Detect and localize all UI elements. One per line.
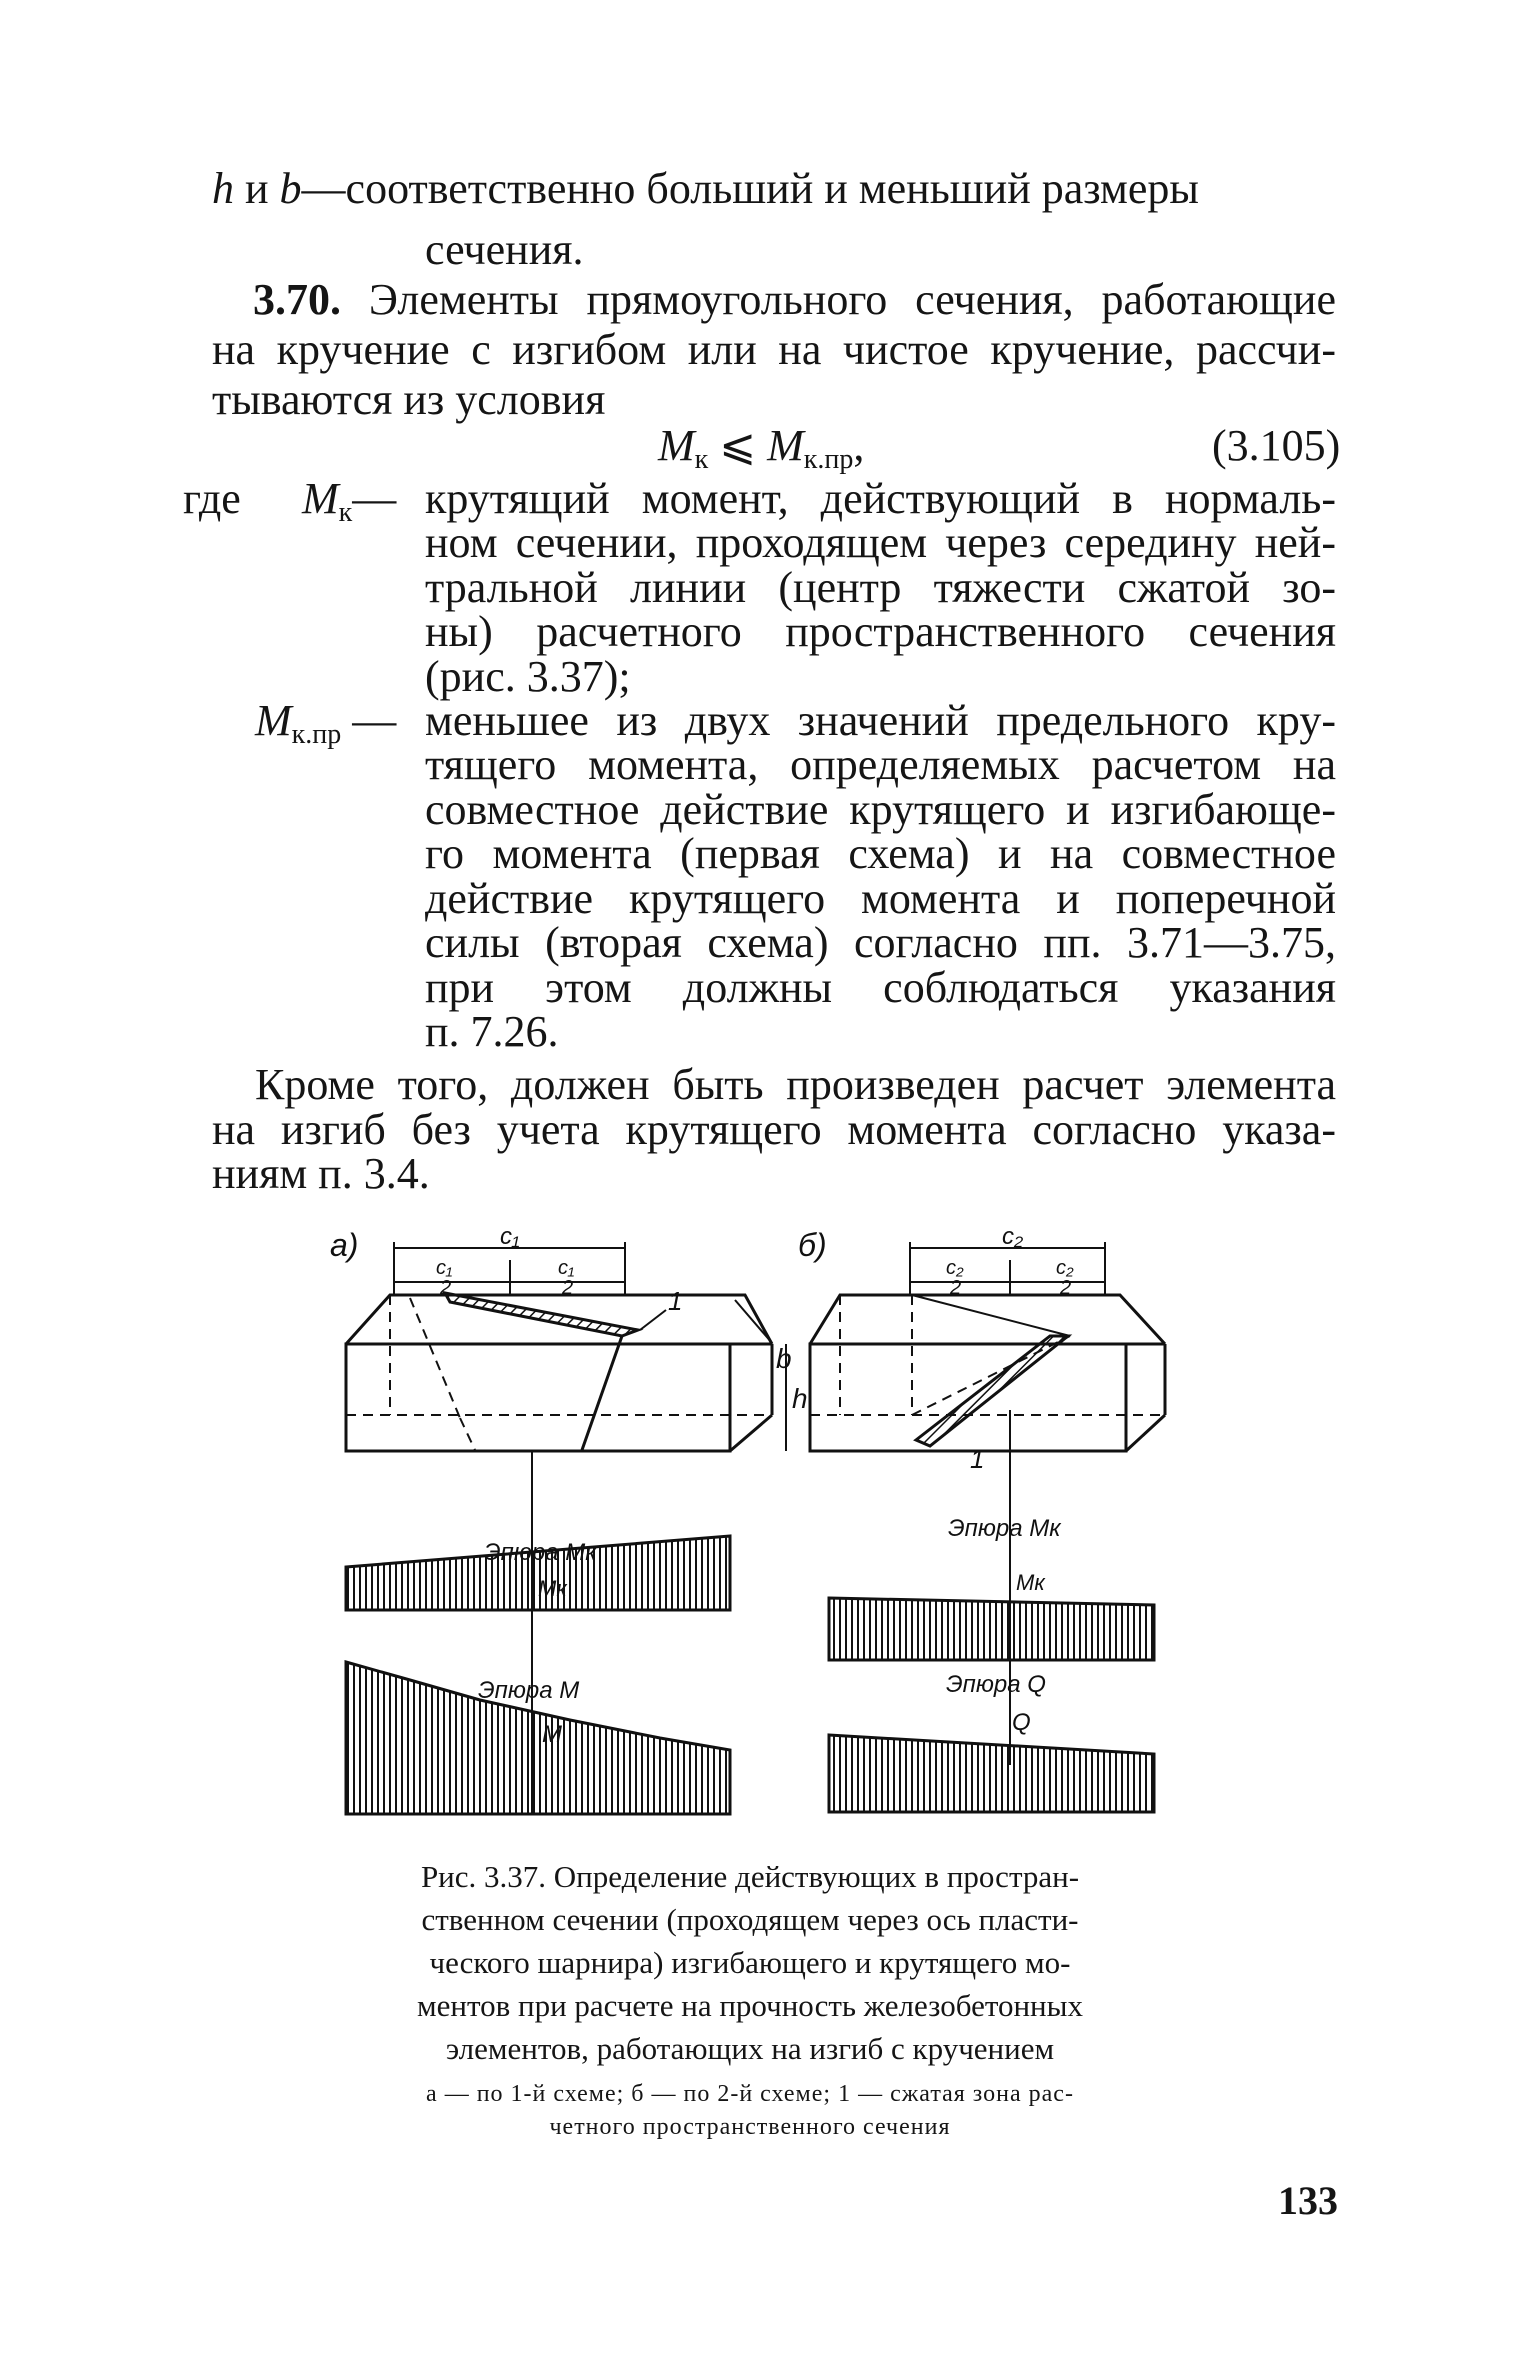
mkpr-line-7: при этом должны соблюдаться указания [425,963,1336,1012]
dim-c2: c₂ [1002,1230,1024,1250]
formula-lhs-sub: к [694,444,709,475]
b-epure-mk-value: Mк [1016,1570,1045,1595]
formula-tail: , [853,421,865,470]
dim-c2-half-b-den: 2 [1060,1277,1072,1299]
label-b: b [776,1343,792,1374]
mkpr-line-3: совместное действие крутящего и изгибающе- [425,785,1336,834]
caption-line-3: ческого шарнира) изгибающего и крутящего мо- [429,1945,1071,1980]
a-epure-m-title: Эпюра M [478,1677,580,1704]
intro-text: соответственно больший и меньший размеры [345,164,1199,213]
intro-dash: — [301,164,346,213]
mkpr-sub: к.пр [291,719,342,750]
dim-c1-half-b-den: 2 [562,1277,574,1299]
a-epure-mk-value: Mк [538,1576,567,1601]
label-1-a: 1 [668,1286,683,1316]
formula-rhs: M [767,421,804,470]
formula-rhs-sub: к.пр [803,444,854,475]
mk-symbol [302,468,396,543]
dim-c2-half-a-den: 2 [950,1277,962,1299]
a-epure-mk-title: Эпюра Mк [484,1539,597,1566]
intro-line-1 [212,158,1336,219]
mkpr-symbol [255,690,396,765]
figure-legend [330,2078,1170,2144]
b-epure-q-title: Эпюра Q [946,1671,1046,1698]
section-lead: Элементы прямоугольного сечения, работающие [368,275,1336,324]
dim-c1-half-a-den: 2 [440,1277,452,1299]
section-line-3: тываются из условия [212,375,606,424]
mkpr-line-1: меньшее из двух значений предельного кру- [425,696,1336,745]
mk-line-5: (рис. 3.37); [425,652,631,701]
formula-relation: ⩽ [719,421,757,470]
where-label: где [183,474,241,523]
mk-letter: M [302,474,339,523]
paragraph-line-1: Кроме того, должен быть произведен расчет элемента [255,1060,1336,1109]
mk-sub: к [338,497,353,528]
b-epure-q-value: Q [1012,1709,1031,1736]
mk-dash: — [352,474,397,523]
dim-c2-half-b-num: c₂ [1056,1257,1074,1279]
label-1-b: 1 [970,1444,985,1474]
dim-c1-half-b-num: c₁ [558,1257,575,1279]
dim-c1-half-a-num: c₁ [436,1257,453,1279]
intro-line-2: сечения. [425,225,584,274]
panel-a-label: а) [330,1230,359,1263]
a-epure-m-value: M [542,1721,562,1748]
figure-caption [330,1855,1170,2070]
formula-number: (3.105) [1212,421,1341,470]
panel-b-epure-q [829,1735,1154,1812]
caption-line-1: Рис. 3.37. Определение действующих в простран- [420,1859,1080,1894]
mkpr-line-4: го момента (первая схема) и на совместное [425,829,1336,878]
mk-line-1: крутящий момент, действующий в нормаль- [425,474,1336,523]
mk-line-3: тральной линии (центр тяжести сжатой зо- [425,563,1336,612]
mkpr-letter: M [255,696,292,745]
label-h: h [792,1383,808,1414]
mkpr-line-6: силы (вторая схема) согласно пп. 3.71—3.75, [425,918,1336,967]
b-epure-mk-title: Эпюра Mк [948,1515,1061,1542]
mkpr-line-5: действие крутящего момента и поперечной [425,874,1336,923]
dim-c1: c₁ [500,1230,520,1250]
paragraph-line-2: на изгиб без учета крутящего момента согласно указа- [212,1105,1336,1154]
panel-b-epure-mk [829,1598,1154,1660]
page-number: 133 [1278,2178,1338,2223]
dim-c2-half-a-num: c₂ [946,1257,964,1279]
caption-line-4: ментов при расчете на прочность железобетонных [417,1988,1083,2023]
legend-line-1: а — по 1-й схеме; б — по 2-й схеме; 1 — сжатая зона рас- [426,2081,1074,2107]
caption-line-5: элементов, работающих на изгиб с кручением [445,2031,1055,2066]
mk-line-2: ном сечении, проходящем через середину ней- [425,518,1336,567]
section-number: 3.70. [253,275,341,324]
panel-b-label: б) [798,1230,827,1263]
mkpr-line-8: п. 7.26. [425,1007,559,1056]
mk-line-4: ны) расчетного пространственного сечения [425,607,1336,656]
formula-lhs: M [658,421,695,470]
symbol-b: b [279,164,302,213]
caption-line-2: ственном сечении (проходящем через ось пласти- [421,1902,1079,1937]
figure-3-37 [310,1230,1190,1830]
mkpr-line-2: тящего момента, определяемых расчетом на [425,740,1336,789]
mkpr-dash: — [352,696,397,745]
section-line-2: на кручение с изгибом или на чистое кручение, рассчи- [212,325,1336,374]
symbol-h: h [212,164,234,213]
legend-line-2: четного пространственного сечения [549,2114,951,2140]
connector-and: и [245,164,269,213]
paragraph-line-3: ниям п. 3.4. [212,1149,430,1198]
